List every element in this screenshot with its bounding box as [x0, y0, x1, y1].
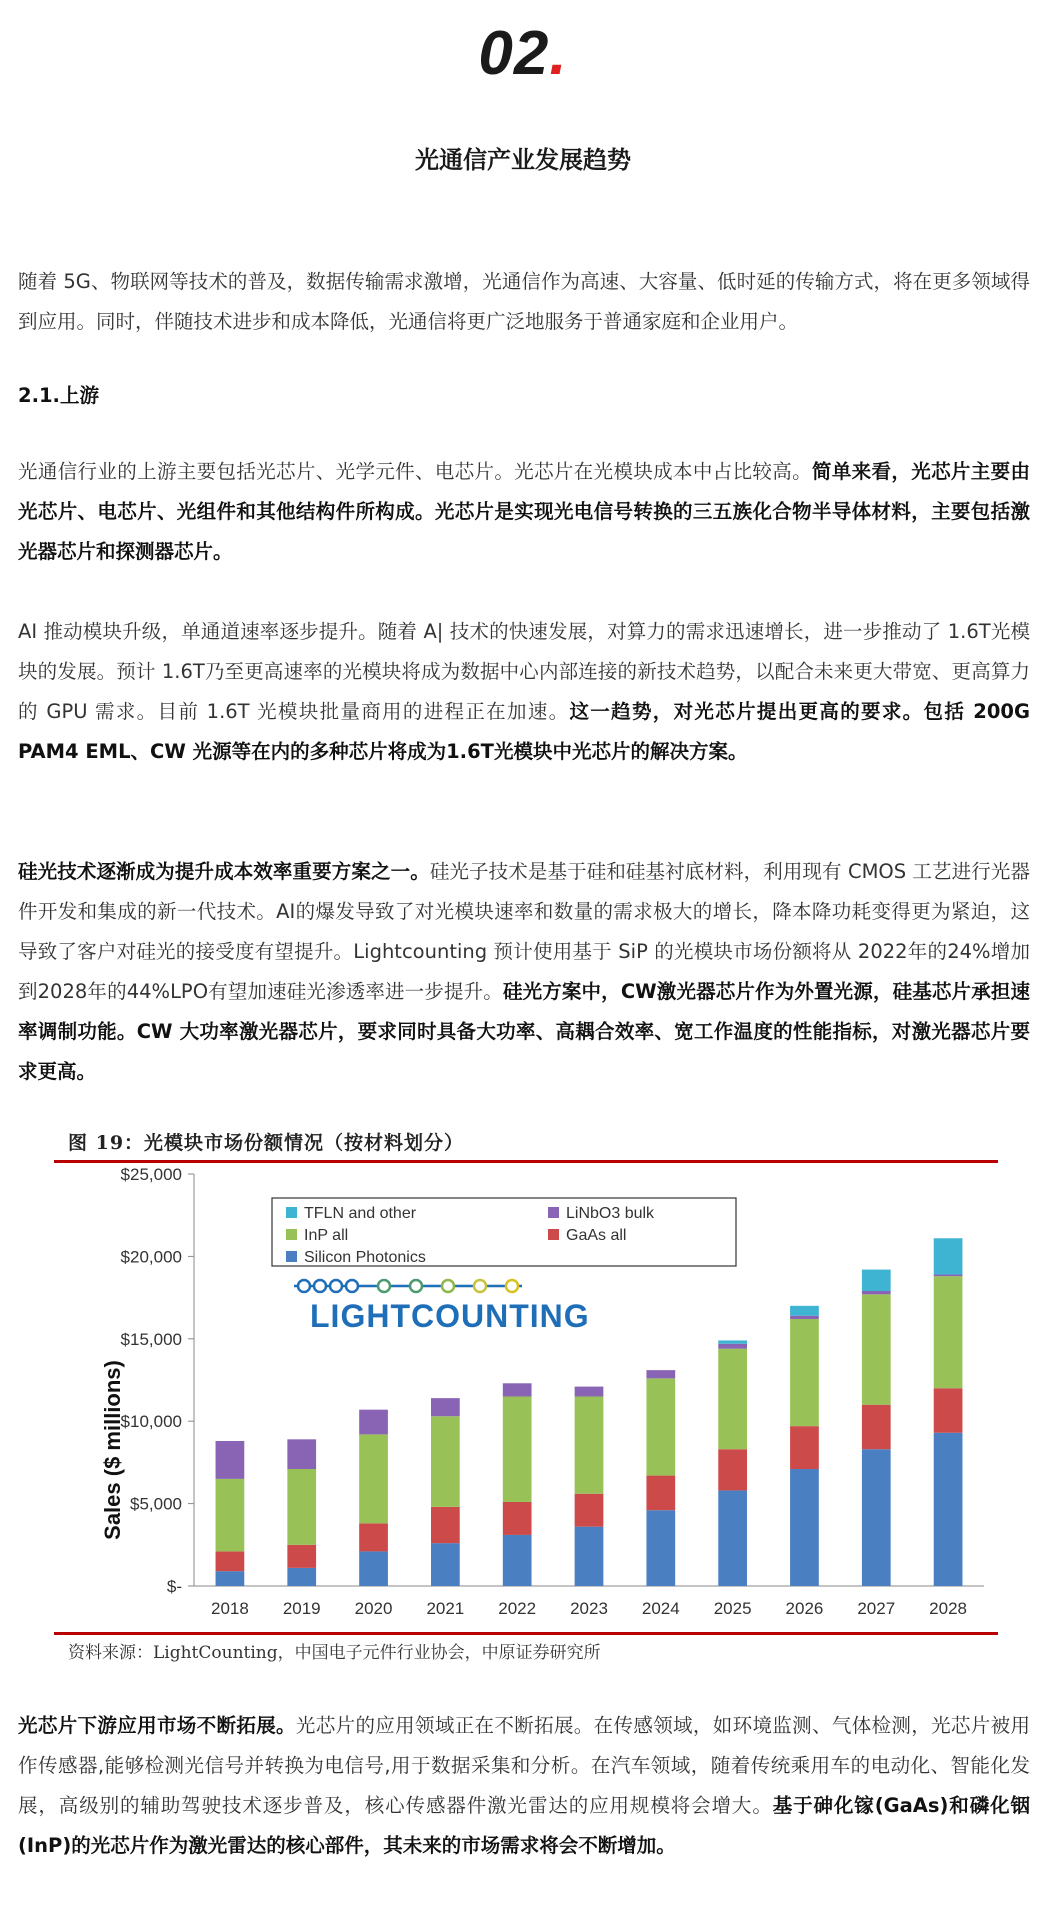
bar-segment: [934, 1388, 963, 1432]
bar-segment: [718, 1340, 747, 1343]
bar-segment: [790, 1469, 819, 1586]
bar-segment: [934, 1433, 963, 1586]
lightcounting-logo: [294, 1280, 590, 1334]
legend-label: Silicon Photonics: [304, 1249, 426, 1266]
bar-segment: [790, 1426, 819, 1469]
bar-segment: [431, 1416, 460, 1507]
bar-segment: [287, 1568, 316, 1586]
logo-ring: [410, 1280, 422, 1292]
bar-segment: [862, 1294, 891, 1404]
bar-segment: [790, 1316, 819, 1319]
bar-segment: [934, 1275, 963, 1277]
x-tick-label: 2019: [282, 1599, 321, 1618]
bar-segment: [359, 1551, 388, 1586]
bar-segment: [790, 1306, 819, 1316]
section-number: 02.: [478, 19, 568, 88]
upstream-paragraph: 光通信行业的上游主要包括光芯片、光学元件、电芯片。光芯片在光模块成本中占比较高。简单来看，光芯片主要由光芯片、电芯片、光组件和其他结构件所构成。光芯片是实现光电信号转换的三五族化合物半导体材料，主要包括激光器芯片和探测器芯片。: [18, 460, 1030, 563]
figure-top-rule: [54, 1160, 998, 1163]
bar-segment: [646, 1510, 675, 1586]
bar-segment: [934, 1238, 963, 1274]
figure-bottom-rule: [54, 1632, 998, 1635]
figure-source: 资料来源：LightCounting，中国电子元件行业协会，中原证券研究所: [68, 1643, 601, 1663]
x-tick-label: 2028: [929, 1599, 968, 1618]
bar-segment: [575, 1387, 604, 1397]
chart-svg: [54, 1166, 998, 1628]
x-tick-label: 2021: [426, 1599, 465, 1618]
bar-segment: [790, 1319, 819, 1426]
bar-segment: [359, 1523, 388, 1551]
logo-ring: [506, 1280, 518, 1292]
y-axis-label: Sales ($ millions): [100, 1360, 125, 1540]
chart-bars: [216, 1238, 963, 1586]
legend-swatch: [548, 1207, 559, 1218]
bar-segment: [503, 1383, 532, 1396]
logo-text: LIGHTCOUNTING: [310, 1298, 590, 1334]
y-tick-label: $25,000: [120, 1166, 182, 1184]
logo-ring: [442, 1280, 454, 1292]
bar-segment: [359, 1410, 388, 1435]
bar-segment: [287, 1545, 316, 1568]
legend-swatch: [548, 1229, 559, 1240]
bar-segment: [718, 1344, 747, 1349]
bar-segment: [646, 1476, 675, 1511]
bar-segment: [646, 1378, 675, 1475]
y-tick-label: $20,000: [120, 1247, 182, 1267]
legend-label: LiNbO3 bulk: [566, 1205, 655, 1222]
x-tick-label: 2024: [641, 1599, 680, 1618]
section-title: 光通信产业发展趋势: [415, 146, 631, 174]
bar-segment: [646, 1370, 675, 1378]
x-tick-label: 2025: [713, 1599, 752, 1618]
market-share-chart: [54, 1166, 998, 1628]
ai-paragraph: AI 推动模块升级，单通道速率逐步提升。随着 A| 技术的快速发展，对算力的需求迅速增长，进一步推动了 1.6T光模块的发展。预计 1.6T乃至更高速率的光模块将成为数据中心内部连接的新技术趋势，以配合未来更大带宽、更高算力的 GPU 需求。目前 1.6T 光模块批量商用的进程正在加速。这一趋势，对光芯片提出更高的要求。包括 200G PAM4 EML、CW 光源等在内的多种芯片将成为1.6T光模块中光芯片的解决方案。: [18, 620, 1030, 763]
downstream-paragraph: 光芯片下游应用市场不断拓展。光芯片的应用领域正在不断拓展。在传感领域，如环境监测、气体检测，光芯片被用作传感器,能够检测光信号并转换为电信号,用于数据采集和分析。在汽车领域，随着传统乘用车的电动化、智能化发展，高级别的辅助驾驶技术逐步普及，核心传感器件激光雷达的应用规模将会增大。基于砷化镓(GaAs)和磷化铟(InP)的光芯片作为激光雷达的核心部件，其未来的市场需求将会不断增加。: [18, 1714, 1030, 1857]
x-tick-label: 2026: [785, 1599, 824, 1618]
x-tick-labels: [211, 1599, 967, 1618]
chart-legend: [272, 1198, 736, 1266]
logo-ring: [346, 1280, 358, 1292]
bar-segment: [216, 1571, 245, 1586]
logo-ring: [330, 1280, 342, 1292]
legend-swatch: [286, 1229, 297, 1240]
bar-segment: [431, 1507, 460, 1543]
y-tick-label: $5,000: [130, 1494, 182, 1514]
y-tick-label: $-: [166, 1577, 182, 1596]
bar-segment: [718, 1449, 747, 1490]
logo-ring: [298, 1280, 310, 1292]
bar-segment: [216, 1479, 245, 1552]
bar-segment: [718, 1349, 747, 1450]
bar-segment: [862, 1270, 891, 1291]
bar-segment: [718, 1490, 747, 1586]
x-tick-label: 2022: [498, 1599, 537, 1618]
bar-segment: [216, 1441, 245, 1479]
bar-segment: [287, 1439, 316, 1469]
legend-swatch: [286, 1207, 297, 1218]
logo-ring: [474, 1280, 486, 1292]
x-tick-label: 2027: [857, 1599, 896, 1618]
bar-segment: [862, 1291, 891, 1294]
silicon-photonics-paragraph: 硅光技术逐渐成为提升成本效率重要方案之一。硅光子技术是基于硅和硅基衬底材料，利用现有 CMOS 工艺进行光器件开发和集成的新一代技术。AI的爆发导致了对光模块速率和数量的需求极大的增长，降本降功耗变得更为紧迫，这导致了客户对硅光的接受度有望提升。Lightcounting 预计使用基于 SiP 的光模块市场份额将从 2022年的24%增加到2028年的44%LPO有望加速硅光渗透率进一步提升。硅光方案中，CW激光器芯片作为外置光源，硅基芯片承担速率调制功能。CW 大功率激光器芯片，要求同时具备大功率、高耦合效率、宽工作温度的性能指标，对激光器芯片要求更高。: [18, 860, 1030, 1083]
intro-paragraph: 随着 5G、物联网等技术的普及，数据传输需求激增，光通信作为高速、大容量、低时延的传输方式，将在更多领域得到应用。同时，伴随技术进步和成本降低，光通信将更广泛地服务于普通家庭和企业用户。: [18, 270, 1030, 333]
logo-ring: [314, 1280, 326, 1292]
bar-segment: [503, 1535, 532, 1586]
bar-segment: [862, 1449, 891, 1586]
x-tick-label: 2020: [354, 1599, 393, 1618]
bar-segment: [431, 1543, 460, 1586]
legend-label: InP all: [304, 1227, 349, 1244]
x-tick-label: 2018: [210, 1599, 249, 1618]
legend-swatch: [286, 1251, 297, 1262]
logo-ring: [378, 1280, 390, 1292]
y-tick-labels: [121, 1166, 182, 1596]
subsection-heading: 2.1.上游: [18, 384, 99, 407]
figure-caption: 图 19：光模块市场份额情况（按材料划分）: [68, 1132, 465, 1154]
bar-segment: [575, 1396, 604, 1493]
legend-label: TFLN and other: [304, 1205, 417, 1222]
bar-segment: [287, 1469, 316, 1545]
legend-label: GaAs all: [566, 1227, 627, 1244]
y-tick-label: $10,000: [120, 1412, 182, 1432]
x-tick-label: 2023: [570, 1599, 608, 1618]
bar-segment: [431, 1398, 460, 1416]
bar-segment: [503, 1502, 532, 1535]
bar-segment: [862, 1405, 891, 1449]
bar-segment: [359, 1434, 388, 1523]
bar-segment: [575, 1494, 604, 1527]
bar-segment: [216, 1551, 245, 1571]
bar-segment: [575, 1527, 604, 1586]
section-number-dot: .: [549, 19, 568, 88]
bar-segment: [934, 1276, 963, 1388]
bar-segment: [503, 1396, 532, 1501]
y-tick-label: $15,000: [120, 1329, 182, 1349]
